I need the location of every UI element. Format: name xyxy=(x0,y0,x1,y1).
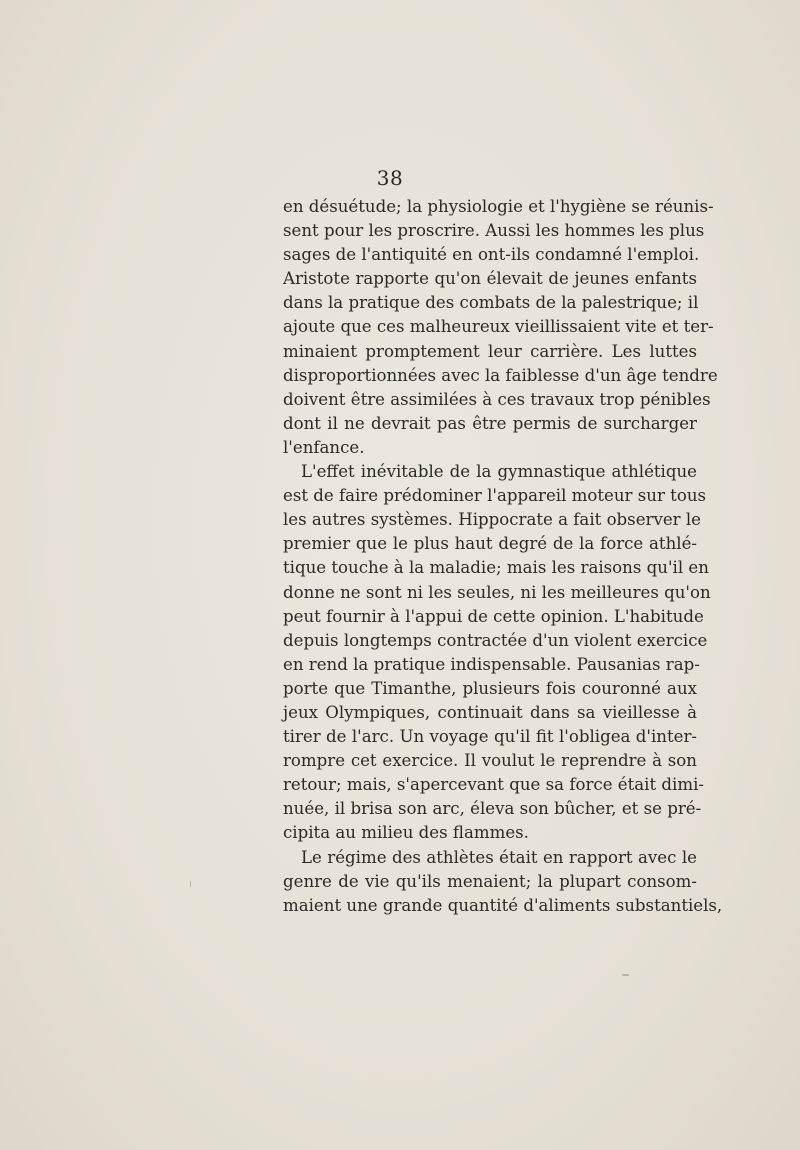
text-line: genre de vie qu'ils menaient; la plupart consom- xyxy=(283,871,697,891)
text-line: disproportionnées avec la faiblesse d'un âge tendre xyxy=(283,365,718,385)
paper-speck xyxy=(190,881,191,887)
text-line: retour; mais, s'apercevant que sa force était dimi- xyxy=(283,775,705,795)
text-line: sent pour les proscrire. Aussi les hommes les plus xyxy=(283,221,705,241)
paper-speck xyxy=(622,974,629,976)
text-line: depuis longtemps contractée d'un violent exercice xyxy=(283,630,708,650)
text-line: Le régime des athlètes était en rapport avec le xyxy=(301,847,697,867)
text-line: sages de l'antiquité en ont-ils condamné l'emploi. xyxy=(283,245,700,265)
text-line: Aristote rapporte qu'on élevait de jeunes enfants xyxy=(283,269,697,289)
text-line: dont il ne devrait pas être permis de surcharger xyxy=(283,413,697,433)
text-line: en rend la pratique indispensable. Pausanias rap- xyxy=(283,654,700,674)
text-line: porte que Timanthe, plusieurs fois couronné aux xyxy=(283,678,697,698)
text-line: peut fournir à l'appui de cette opinion. L'habitude xyxy=(283,606,704,626)
body-text xyxy=(283,195,723,918)
text-line: rompre cet exercice. Il voulut le reprendre à son xyxy=(283,751,697,771)
text-line: ajoute que ces malheureux vieillissaient vite et ter- xyxy=(283,317,714,337)
text-line: minaient promptement leur carrière. Les luttes xyxy=(283,341,697,361)
text-line: premier que le plus haut degré de la force athlé- xyxy=(283,534,697,554)
text-line: nuée, il brisa son arc, éleva son bûcher, et se pré- xyxy=(283,799,702,819)
text-line: en désuétude; la physiologie et l'hygiène se réunis- xyxy=(283,197,714,216)
text-line: jeux Olympiques, continuait dans sa vieillesse à xyxy=(283,702,697,722)
text-line: dans la pratique des combats de la palestrique; il xyxy=(283,293,699,313)
text-line: cipita au milieu des flammes. xyxy=(283,823,529,843)
text-line: tique touche à la maladie; mais les raisons qu'il en xyxy=(283,558,709,578)
text-line: l'enfance. xyxy=(283,437,365,457)
text-line: tirer de l'arc. Un voyage qu'il fit l'obligea d'inter- xyxy=(283,727,697,747)
text-line: les autres systèmes. Hippocrate a fait observer le xyxy=(283,510,701,530)
text-line: L'effet inévitable de la gymnastique athlétique xyxy=(301,462,697,482)
page-number: 38 xyxy=(376,166,404,190)
text-line: doivent être assimilées à ces travaux trop pénibles xyxy=(283,389,711,409)
text-line: est de faire prédominer l'appareil moteur sur tous xyxy=(283,486,707,506)
text-line: maient une grande quantité d'aliments substantiels, xyxy=(283,895,723,915)
text-line: donne ne sont ni les seules, ni les meilleures qu'on xyxy=(283,582,711,602)
